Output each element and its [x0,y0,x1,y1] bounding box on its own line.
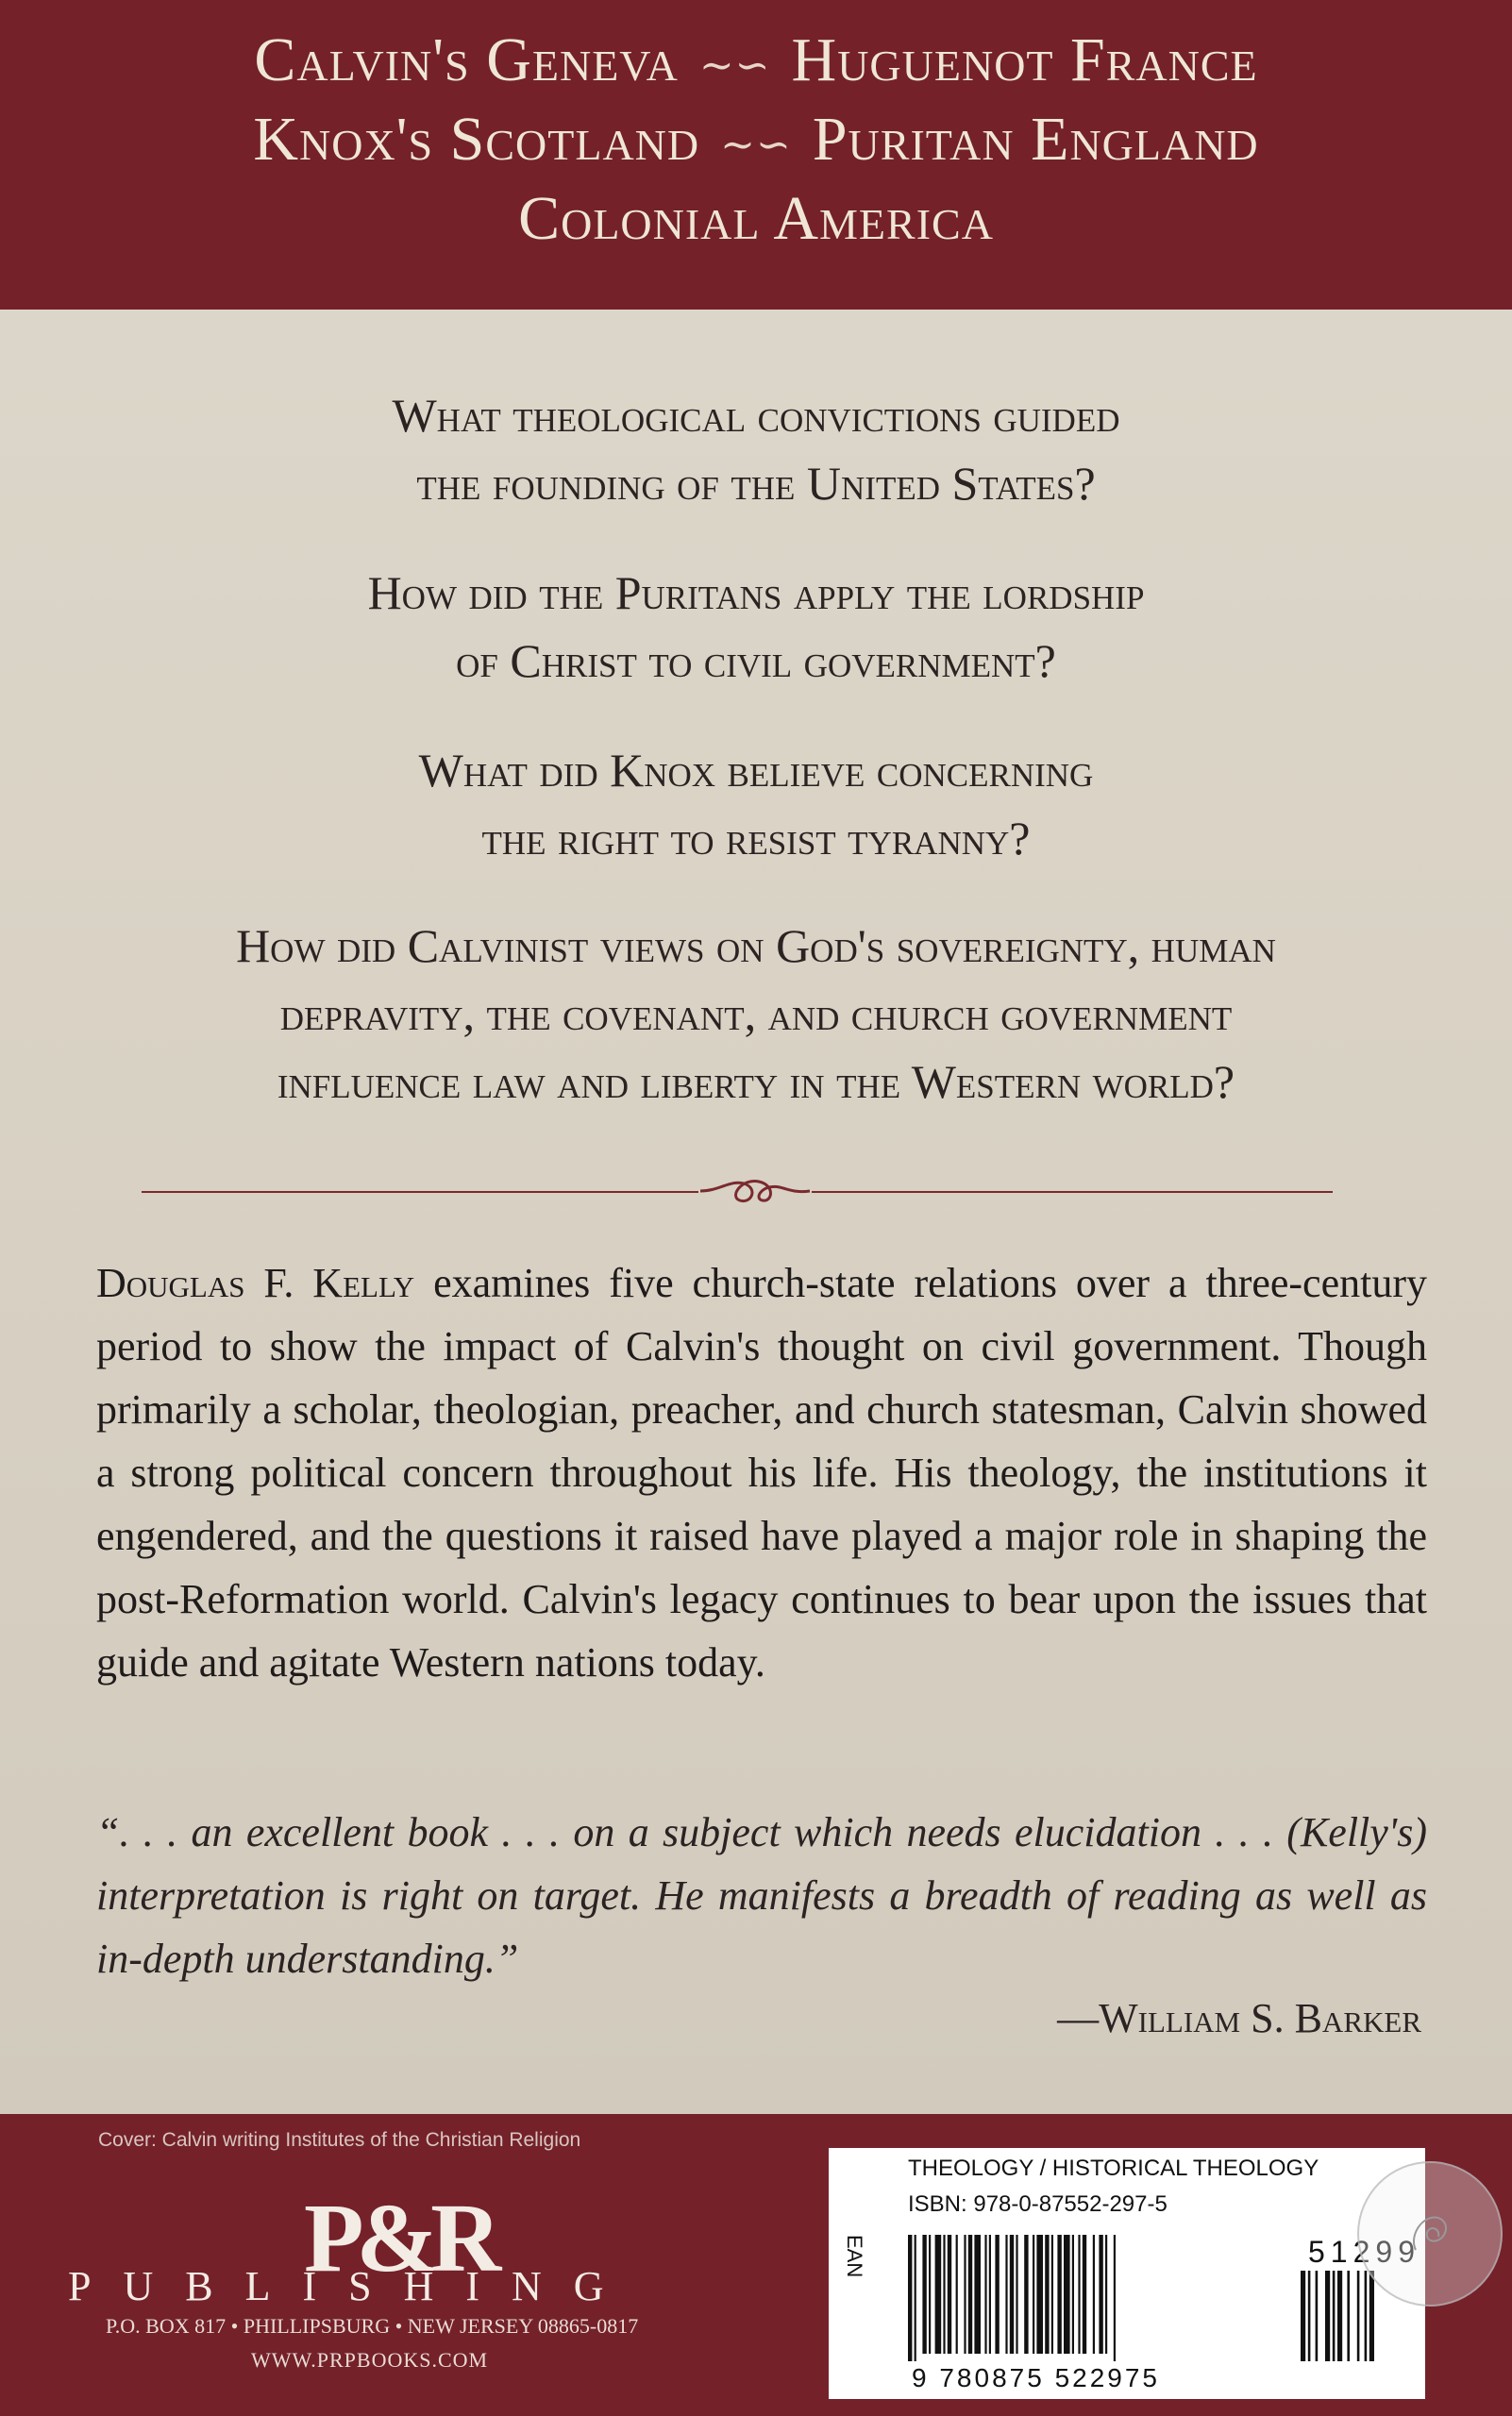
series-scotland: Knox's Scotland [253,105,700,174]
barcode-label [829,2148,1425,2399]
flourish-icon: ∼∽ [720,122,792,169]
description-body: examines five church-state relations over a three-century period to show the impact of Calvin's thought on civil government. Though primarily a scholar, theologian, preacher, and church statesman, Calvin showed a strong political concern throughout his life. His theology, the institutions it engendered, and the questions it raised have played a major role in shaping the post-Reformation world. Calvin's legacy continues to bear upon the issues that guide and agitate Western nations today. [96,1260,1427,1686]
question-3-line-2: the right to resist tyranny? [481,812,1031,864]
question-4-line-1: How did Calvinist views on God's sovereignty, human [236,919,1276,972]
endorsement-quote: “. . . an excellent book . . . on a subject which needs elucidation . . . (Kelly's) interpretation is right on target. He manifests a breadth of reading as well as in-depth understanding.” [96,1809,1427,1982]
ean-digits: 9 780875 522975 [912,2363,1160,2392]
publisher-address: P.O. BOX 817 • PHILLIPSBURG • NEW JERSEY 08865-0817 [106,2314,639,2338]
stamp-emblem-icon [1397,2201,1463,2267]
question-2-line-2: of Christ to civil government? [456,634,1056,687]
question-4-line-3: influence law and liberty in the Western world? [277,1055,1235,1108]
series-france: Huguenot France [791,25,1258,94]
flourish-ornament-icon [697,1165,814,1217]
question-3-line-1: What did Knox believe concerning [418,744,1094,797]
series-line-3 [0,183,1512,255]
endorsement-attribution: —William S. Barker [1057,1995,1421,2041]
author-name: Douglas F. Kelly [96,1260,415,1306]
publisher-logo: P&R [304,2184,495,2292]
flourish-icon: ∼∽ [698,42,771,90]
series-band [0,0,1512,310]
question-4 [57,912,1455,1116]
category-text: THEOLOGY / HISTORICAL THEOLOGY [908,2156,1319,2181]
series-america: Colonial America [518,184,994,253]
question-2 [57,559,1455,695]
cover-credit: Cover: Calvin writing Institutes of the Christian Religion [98,2129,581,2151]
isbn-barcode-icon [908,2235,1285,2361]
question-1-line-1: What theological convictions guided [392,389,1120,442]
question-4-line-2: depravity, the covenant, and church government [279,987,1233,1040]
publisher-name: PUBLISHING [68,2263,636,2309]
series-geneva: Calvin's Geneva [254,25,679,94]
publisher-website: WWW.PRPBOOKS.COM [251,2348,489,2372]
question-1-line-2: the founding of the United States? [416,457,1096,510]
series-line-2 [0,104,1512,176]
price-code: 51299 [1308,2235,1420,2269]
divider-right [812,1191,1333,1193]
isbn-text: ISBN: 978-0-87552-297-5 [908,2191,1168,2217]
question-2-line-1: How did the Puritans apply the lordship [367,566,1145,619]
divider-left [142,1191,698,1193]
ean-label: EAN [843,2235,866,2278]
series-line-1 [0,25,1512,96]
book-description [96,1251,1427,1694]
bookstore-stamp-watermark [1357,2161,1503,2307]
question-3 [57,736,1455,872]
series-england: Puritan England [812,105,1259,174]
question-1 [57,381,1455,517]
